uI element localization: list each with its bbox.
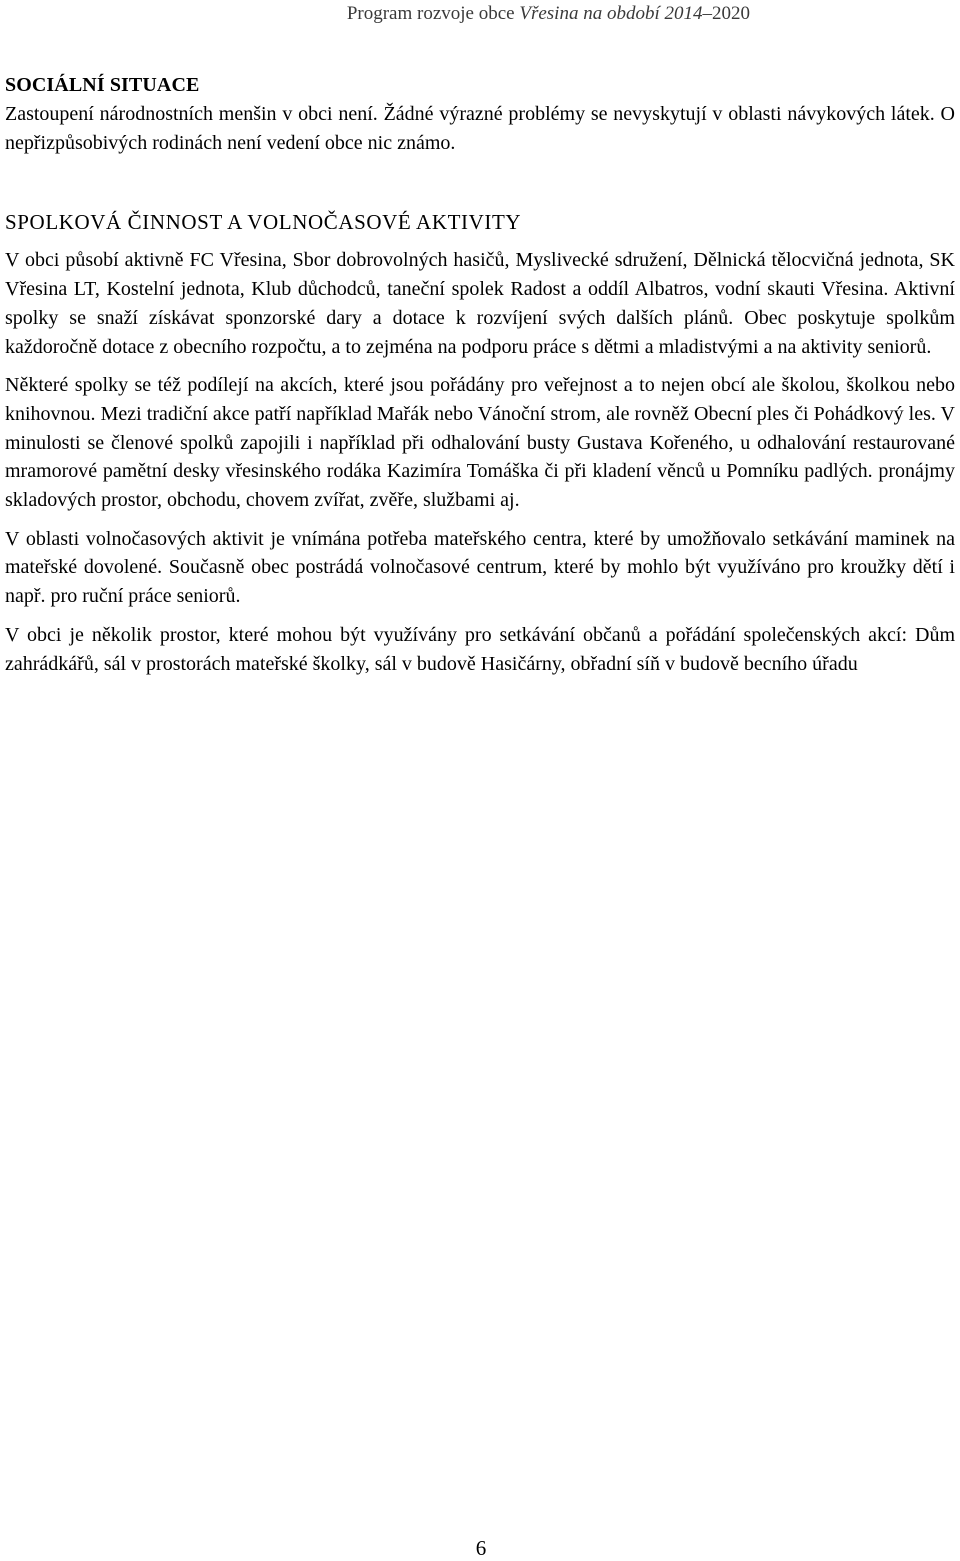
header-suffix: –2020 xyxy=(702,3,750,24)
paragraph-social-1: Zastoupení národnostních menšin v obci není. Žádné výrazné problémy se nevyskytují v oblasti návykových látek. O nepřizpůsobivých rodinách není vedení obce nic známo. xyxy=(5,103,955,154)
paragraph-clubs-4: V obci je několik prostor, které mohou být využívány pro setkávání občanů a pořádání společenských akcí: Dům zahrádkářů, sál v prostorách mateřské školky, sál v budově Hasičárny, obřadní síň v budově becního úřadu xyxy=(5,623,955,675)
document-body xyxy=(5,70,955,678)
page-number-text: 6 xyxy=(475,1536,487,1560)
section-title-social: SOCIÁLNÍ SITUACE xyxy=(5,74,200,96)
header-prefix: Program rozvoje obce xyxy=(346,3,520,24)
paragraph-clubs-2: Některé spolky se též podílejí na akcích, které jsou pořádány pro veřejnost a to nejen obcí ale školou, školkou nebo knihovnou. Mezi tradiční akce patří například Mařák nebo Vánoční strom, ale rovněž Obecní ples či Pohádkový les. V minulosti se členové spolků zapojili i například při odhalování busty Gustava Kořeného, u odhalování restaurované mramorové pamětní desky vřesinského rodáka Kazimíra Tomáška či při kladení věnců u Pomníku padlých. pronájmy skladových prostor, obchodu, chovem zvířat, zvěře, službami aj. xyxy=(5,374,955,512)
running-header xyxy=(347,2,750,26)
paragraph-clubs-1: V obci působí aktivně FC Vřesina, Sbor dobrovolných hasičů, Myslivecké sdružení, Dělnická tělocvičná jednota, SK Vřesina LT, Kostelní jednota, Klub důchodců, taneční spolek Radost a oddíl Albatros, vodní skauti Vřesina. Aktivní spolky se snaží získávat sponzorské dary a dotace k rozvíjení svých dalších plánů. Obec poskytuje spolkům každoročně dotace z obecního rozpočtu, a to zejména na podporu práce s dětmi a mladistvými a na aktivity seniorů. xyxy=(5,249,955,358)
header-italic: Vřesina na období 2014 xyxy=(519,3,703,24)
paragraph-clubs-3: V oblasti volnočasových aktivit je vnímána potřeba mateřského centra, které by umožňovalo setkávání maminek na mateřské dovolené. Současně obec postrádá volnočasové centrum, které by mohlo být využíváno pro kroužky dětí i např. pro ruční práce seniorů. xyxy=(5,527,955,608)
page-number xyxy=(0,1535,960,1561)
section-title-clubs: SPOLKOVÁ ČINNOST A VOLNOČASOVÉ AKTIVITY xyxy=(5,210,522,235)
